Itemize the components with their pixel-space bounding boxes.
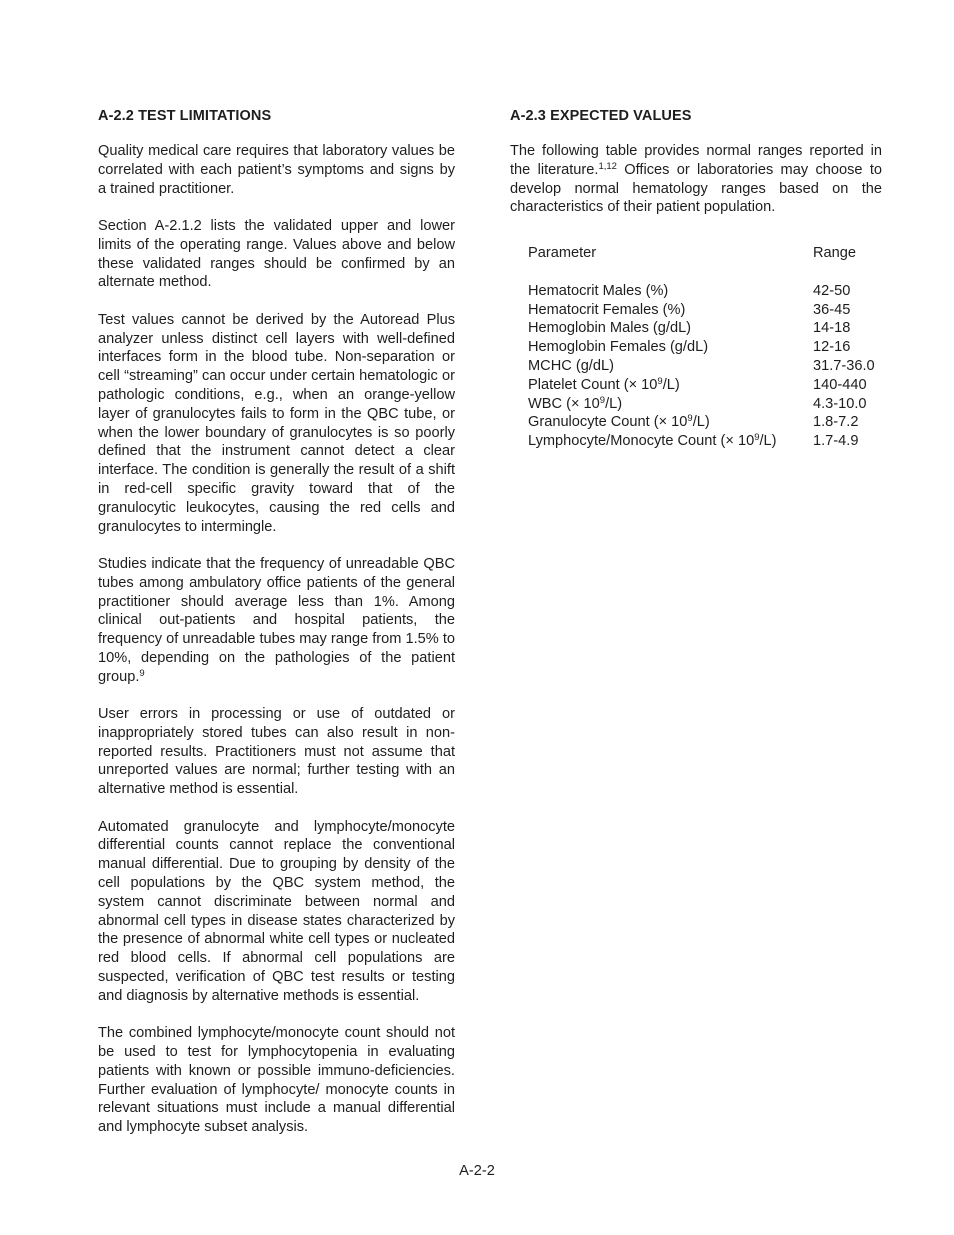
reference-superscript: 9 [139,667,145,679]
parameter-cell [528,413,813,432]
paragraph-lymphocytopenia: The combined lymphocyte/monocyte count should not be used to test for lymphocytopenia in evaluating patients with known or possible immuno-deficiencies. Further evaluation of lymphocyte/ monocyte counts in relevant situations must include a manual differential and lymphocyte subset analysis. [98,1025,455,1136]
parameter-cell: Hematocrit Males (%) [528,282,669,299]
parameter-cell [528,395,813,414]
table-row [528,395,875,414]
table-row [528,319,875,338]
parameter-cell [528,432,813,451]
table-header-row [528,244,875,282]
parameter-cell [528,376,813,395]
range-cell: 140-440 [813,376,867,393]
reference-superscript: 1,12 [598,160,617,172]
exponent-superscript: 9 [754,432,760,444]
paragraph-quality-care: Quality medical care requires that laboratory values be correlated with each patient’s symptoms and signs by a trained practitioner. [98,143,455,197]
intro-text-a: The following table provides normal ranges reported in the literature. [510,143,882,178]
table-row [528,338,875,357]
column-header-range: Range [813,245,857,262]
range-cell: 12-16 [813,339,851,356]
range-cell: 1.8-7.2 [813,414,859,431]
parameter-unit-text: /L) [605,395,623,412]
column-header-parameter: Parameter [528,245,597,262]
paragraph-differential-counts: Automated granulocyte and lymphocyte/monocyte differential counts cannot replace the conventional manual differential. Due to grouping by density of the cell populations by the QBC system method, the system cannot discriminate between normal and abnormal cell types in disease states characterized by the presence of abnormal white cell types or nucleated red blood cells. If abnormal cell populations are suspected, verification of QBC test results or testing and diagnosis by alternative methods is essential. [98,818,455,1004]
parameter-cell: MCHC (g/dL) [528,357,614,374]
parameter-unit-text: /L) [759,433,777,450]
left-column [98,108,455,1156]
range-cell: 36-45 [813,301,851,318]
parameter-cell: Hemoglobin Males (g/dL) [528,320,692,337]
paragraph-expected-intro [510,142,882,217]
parameter-text: WBC (× 10 [528,395,600,412]
exponent-superscript: 9 [599,394,606,406]
range-cell: 42-50 [813,282,851,299]
paragraph-cell-layers: Test values cannot be derived by the Autoread Plus analyzer unless distinct cell layers with well-defined interfaces form in the blood tube. Non-separation or cell “streaming” can occur under certain hematologic or pathologic conditions, e.g., when an orange-yellow layer of granulocytes fails to form in the QBC tube, or when the lower boundary of granulocytes is so poorly defined that the instrument cannot detect a clear interface. The condition is generally the result of a shift in red-cell specific gravity toward that of the granulocytic leukocytes, causing the red cells and granulocytes to intermingle. [98,311,455,535]
parameter-cell: Hemoglobin Females (g/dL) [528,339,709,356]
table-row [528,413,875,432]
section-heading-expected-values: A-2.3 EXPECTED VALUES [510,108,692,124]
parameter-cell: Hematocrit Females (%) [528,301,686,318]
table-row [528,301,875,320]
range-cell: 4.3-10.0 [813,395,867,412]
right-column [510,108,882,451]
range-cell: 14-18 [813,320,851,337]
paragraph-user-errors: User errors in processing or use of outdated or inappropriately stored tubes can also result in non-reported results. Practitioners must not assume that unreported values are normal; further testing with an alternative method is essential. [98,706,455,798]
table-row [528,432,875,451]
parameter-text: Platelet Count (× 10 [528,376,658,393]
section-heading-test-limitations: A-2.2 TEST LIMITATIONS [98,108,272,124]
range-cell: 1.7-4.9 [813,433,859,450]
parameter-text: Lymphocyte/Monocyte Count (× 10 [528,433,755,450]
paragraph-unreadable-tubes [98,555,455,687]
paragraph-operating-range: Section A-2.1.2 lists the validated upper and lower limits of the operating range. Values above and below these validated ranges should be confirmed by an alternate method. [98,217,455,291]
parameter-unit-text: /L) [692,414,710,431]
parameter-unit-text: /L) [662,376,680,393]
table-row [528,376,875,395]
table-row [528,282,875,301]
paragraph-unreadable-tubes-text: Studies indicate that the frequency of unreadable QBC tubes among ambulatory office patients of the general practitioner should average less than 1%. Among clinical out-patients and hospital patients, the frequency of unreadable tubes may range from 1.5% to 10%, depending on the pathologies of the patient group. [98,555,455,685]
table-row [528,357,875,376]
exponent-superscript: 9 [687,413,693,425]
range-cell: 31.7-36.0 [813,357,875,374]
parameter-text: Granulocyte Count (× 10 [528,414,688,431]
expected-values-table [528,244,875,451]
exponent-superscript: 9 [657,375,663,387]
page-number: A-2-2 [459,1163,495,1179]
intro-text-b: Offices or laboratories may choose to develop normal hematology ranges based on the characteristics of their patient population. [510,161,882,216]
